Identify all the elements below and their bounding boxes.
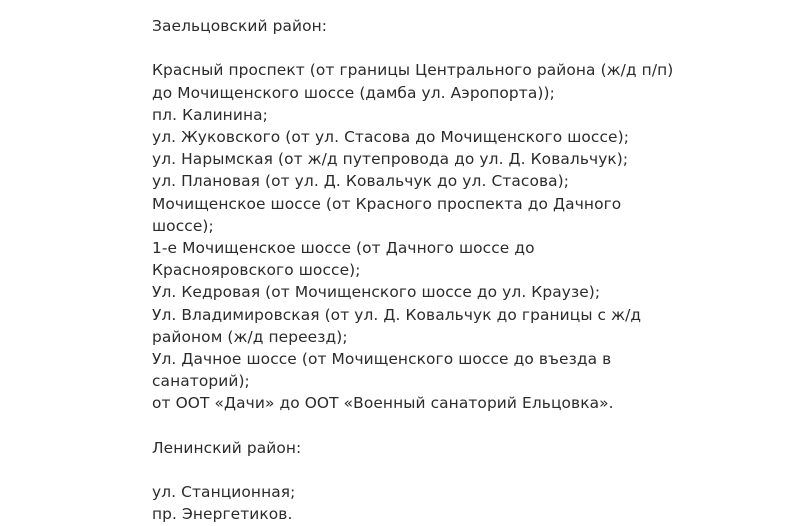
street-line: ул. Станционная; [152, 483, 296, 502]
street-line: пл. Калинина; [152, 105, 268, 124]
street-line: районом (ж/д переезд); [152, 327, 348, 346]
street-line: от ООТ «Дачи» до ООТ «Военный санаторий Ельцовка». [152, 394, 614, 413]
blank-line [152, 459, 792, 481]
street-line: Ул. Дачное шоссе (от Мочищенского шоссе до въезда в [152, 350, 612, 369]
district-heading: Ленинский район: [152, 438, 302, 457]
street-line: санаторий); [152, 372, 250, 391]
blank-line [152, 415, 792, 437]
street-line: Мочищенское шоссе (от Красного проспекта до Дачного [152, 194, 622, 213]
street-list [152, 481, 792, 525]
street-line: Ул. Кедровая (от Мочищенского шоссе до ул. Краузе); [152, 283, 601, 302]
street-line: шоссе); [152, 216, 214, 235]
street-line: пр. Энергетиков. [152, 505, 293, 524]
street-line: ул. Жуковского (от ул. Стасова до Мочищенского шоссе); [152, 128, 630, 146]
district-heading: Заельцовский район: [152, 17, 328, 35]
street-line: ул. Нарымская (от ж/д путепровода до ул. Д. Ковальчук); [152, 150, 629, 169]
street-line: до Мочищенского шоссе (дамба ул. Аэропорта)); [152, 83, 555, 102]
street-list [152, 59, 792, 414]
street-line: Ул. Владимировская (от ул. Д. Ковальчук до границы с ж/д [152, 305, 642, 324]
street-line: Краснояровского шоссе); [152, 261, 361, 280]
document-body [152, 15, 792, 526]
street-line: Красный проспект (от границы Центрального района (ж/д п/п) [152, 61, 674, 80]
street-line: 1-е Мочищенское шоссе (от Дачного шоссе до [152, 239, 535, 258]
street-line: ул. Плановая (от ул. Д. Ковальчук до ул. Стасова); [152, 172, 570, 191]
blank-line [152, 37, 792, 59]
